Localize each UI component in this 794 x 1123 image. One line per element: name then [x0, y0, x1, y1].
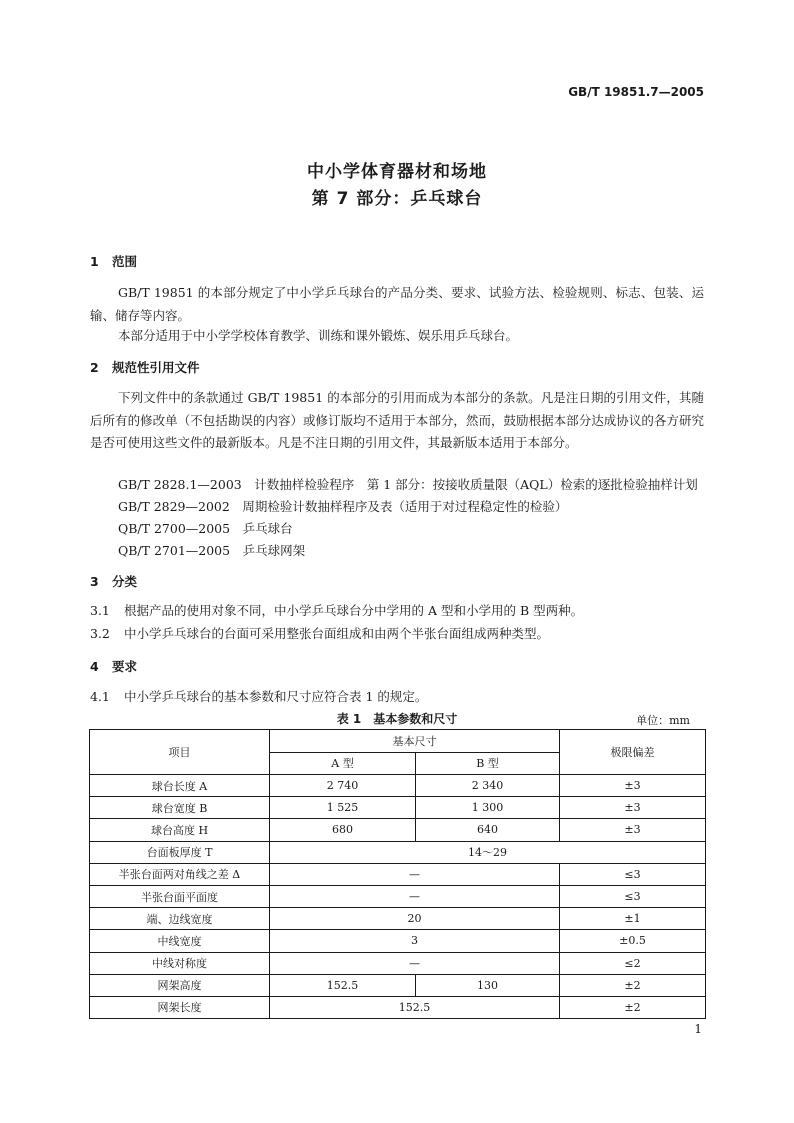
cell-tolerance: ≤3: [560, 885, 706, 907]
section-title: 规范性引用文件: [112, 360, 200, 375]
cell-ab: —: [270, 885, 560, 907]
section-3-heading: [90, 572, 137, 590]
table-row: [90, 775, 706, 797]
cell-b: 130: [416, 974, 560, 996]
scope-paragraph-1: GB/T 19851 的本部分规定了中小学乒乓球台的产品分类、要求、试验方法、检验规则、标志、包装、运输、储存等内容。: [90, 285, 704, 323]
cell-b: 1 300: [416, 797, 560, 819]
section-2-heading: [90, 358, 200, 376]
clause-3-1: [90, 601, 583, 619]
clause-number: 3.1: [90, 603, 110, 618]
cell-item: 半张台面两对角线之差 Δ: [90, 863, 270, 885]
table-unit: 单位：mm: [636, 714, 690, 727]
header-tolerance: 极限偏差: [560, 730, 706, 775]
reference-item: QB/T 2701—2005 乒乓球网架: [118, 543, 306, 558]
clause-number: 4.1: [90, 689, 110, 704]
standard-number: GB/T 19851.7—2005: [568, 85, 704, 99]
table-row: [90, 885, 706, 907]
section-number: 3: [90, 574, 99, 589]
clause-number: 3.2: [90, 626, 110, 641]
cell-ab: —: [270, 952, 560, 974]
table-row: [90, 908, 706, 930]
clause-text: 根据产品的使用对象不同，中小学乒乓球台分中学用的 A 型和小学用的 B 型两种。: [124, 603, 584, 618]
table-row: [90, 996, 706, 1018]
section-1-heading: [90, 252, 137, 270]
table-row: [90, 974, 706, 996]
cell-ab: 20: [270, 908, 560, 930]
cell-tolerance: ±1: [560, 908, 706, 930]
clause-text: 中小学乒乓球台的台面可采用整张台面组成和由两个半张台面组成两种类型。: [124, 626, 550, 641]
cell-tolerance: ±3: [560, 819, 706, 841]
cell-tolerance: ±2: [560, 974, 706, 996]
cell-tolerance: ±2: [560, 996, 706, 1018]
header-type-a: A 型: [270, 752, 416, 775]
cell-a: 2 740: [270, 775, 416, 797]
cell-item: 网架长度: [90, 996, 270, 1018]
table-row: [90, 797, 706, 819]
table-row: [90, 952, 706, 974]
cell-a: 680: [270, 819, 416, 841]
cell-ab: —: [270, 863, 560, 885]
cell-ab: 152.5: [270, 996, 560, 1018]
cell-tolerance: ±3: [560, 797, 706, 819]
header-type-b: B 型: [416, 752, 560, 775]
cell-a: 152.5: [270, 974, 416, 996]
table-row: [90, 841, 706, 863]
header-basic-size: 基本尺寸: [270, 730, 560, 753]
section-number: 4: [90, 659, 99, 674]
cell-item: 球台高度 H: [90, 819, 270, 841]
reference-item: QB/T 2700—2005 乒乓球台: [118, 521, 293, 536]
cell-item: 端、边线宽度: [90, 908, 270, 930]
header-item: 项目: [90, 730, 270, 775]
cell-item: 台面板厚度 T: [90, 841, 270, 863]
cell-b: 2 340: [416, 775, 560, 797]
table-caption: 表 1 基本参数和尺寸: [336, 712, 458, 726]
cell-tolerance: ±3: [560, 775, 706, 797]
cell-item: 半张台面平面度: [90, 885, 270, 907]
reference-item: GB/T 2829—2002 周期检验计数抽样程序及表（适用于对过程稳定性的检验）: [118, 499, 568, 514]
parameters-table: [89, 729, 706, 1019]
cell-item: 球台宽度 B: [90, 797, 270, 819]
section-number: 2: [90, 360, 99, 375]
document-subtitle: 第 7 部分：乒乓球台: [311, 189, 483, 209]
section-title: 范围: [112, 254, 138, 269]
page-number: 1: [694, 1022, 702, 1036]
table-row: [90, 930, 706, 952]
section-title: 要求: [112, 659, 138, 674]
clause-3-2: [90, 624, 549, 642]
cell-ab: 3: [270, 930, 560, 952]
section-4-heading: [90, 657, 137, 675]
cell-a: 1 525: [270, 797, 416, 819]
cell-tolerance: ≤2: [560, 952, 706, 974]
section-title: 分类: [112, 574, 138, 589]
cell-tolerance: ±0.5: [560, 930, 706, 952]
document-title: 中小学体育器材和场地: [307, 162, 487, 182]
scope-paragraph-2: 本部分适用于中小学学校体育教学、训练和课外锻炼、娱乐用乒乓球台。: [118, 328, 519, 343]
table-row: [90, 819, 706, 841]
cell-merged-value: 14～29: [270, 841, 706, 863]
table-row: [90, 863, 706, 885]
cell-b: 640: [416, 819, 560, 841]
reference-item: GB/T 2828.1—2003 计数抽样检验程序 第 1 部分：按接收质量限（AQL）检索的逐批检验抽样计划: [118, 477, 698, 492]
cell-tolerance: ≤3: [560, 863, 706, 885]
normative-references-paragraph: 下列文件中的条款通过 GB/T 19851 的本部分的引用而成为本部分的条款。凡是注日期的引用文件，其随后所有的修改单（不包括勘误的内容）或修订版均不适用于本部分，然而，鼓励根据本部分达成协议的各方研究是否可使用这些文件的最新版本。凡是不注日期的引用文件，其最新版本适用于本部分。: [90, 390, 704, 450]
cell-item: 网架高度: [90, 974, 270, 996]
table-header-row: [90, 730, 706, 753]
clause-4-1: [90, 687, 427, 705]
cell-item: 球台长度 A: [90, 775, 270, 797]
cell-item: 中线对称度: [90, 952, 270, 974]
section-number: 1: [90, 254, 99, 269]
clause-text: 中小学乒乓球台的基本参数和尺寸应符合表 1 的规定。: [124, 689, 428, 704]
cell-item: 中线宽度: [90, 930, 270, 952]
